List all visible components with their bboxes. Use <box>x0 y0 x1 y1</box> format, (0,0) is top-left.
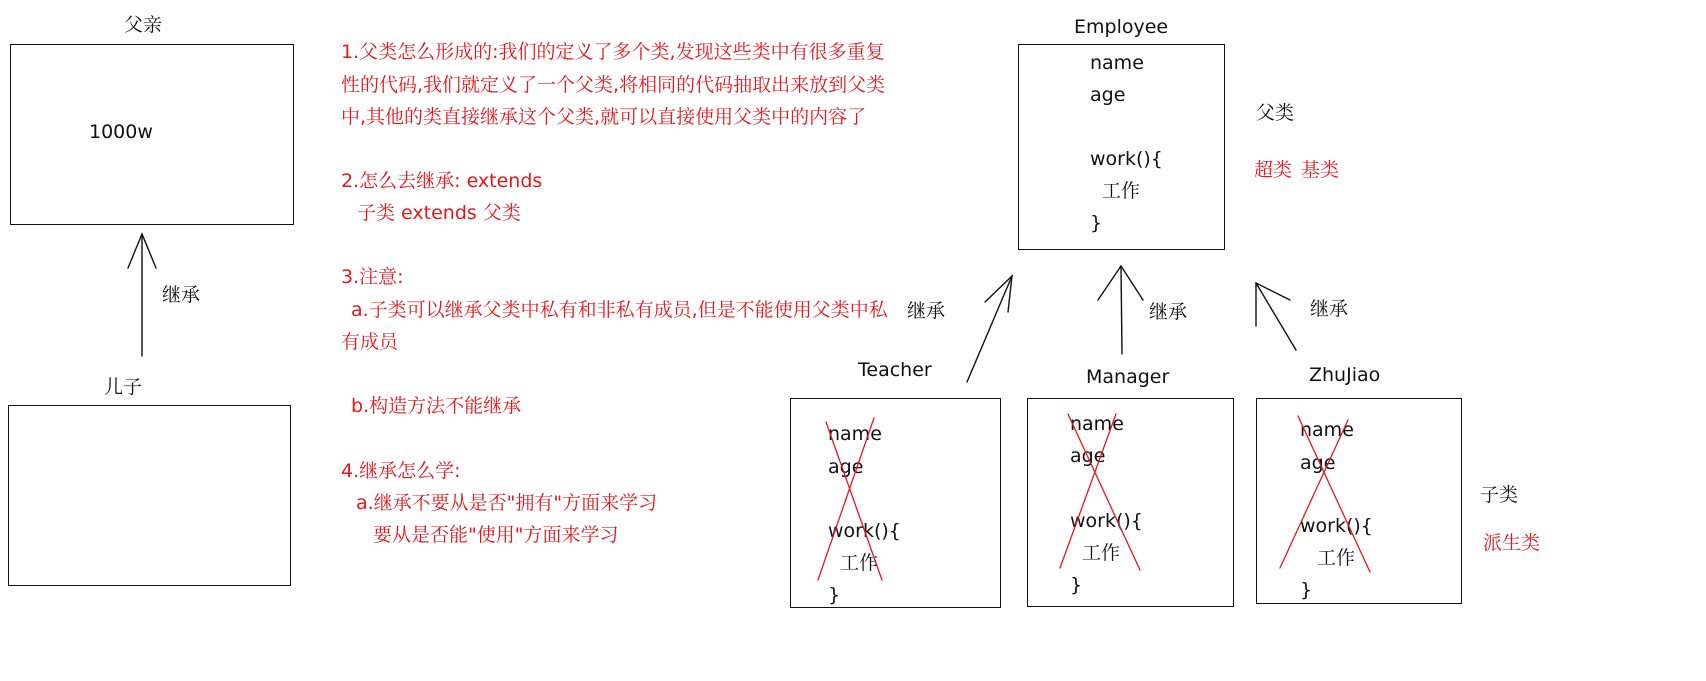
parent-box <box>10 44 294 225</box>
note-line: 2.怎么去继承: extends <box>341 170 543 192</box>
note-line: b.构造方法不能继承 <box>351 395 522 417</box>
member-name: name <box>1090 52 1144 74</box>
child-title: 儿子 <box>104 376 143 398</box>
note-line: 4.继承怎么学: <box>341 460 461 482</box>
label-parent-class: 父类 <box>1256 102 1295 124</box>
note-line: a.继承不要从是否"拥有"方面来学习 <box>356 492 658 514</box>
parent-title: 父亲 <box>124 14 163 36</box>
label-derived-class: 派生类 <box>1483 532 1541 554</box>
teacher-title: Teacher <box>858 359 932 381</box>
method-body: 工作 <box>840 552 879 574</box>
note-line: 性的代码,我们就定义了一个父类,将相同的代码抽取出来放到父类 <box>341 74 886 96</box>
left-inherit-label: 继承 <box>162 284 201 306</box>
note-line: 要从是否能"使用"方面来学习 <box>373 524 619 546</box>
teacher-arrow-head <box>985 276 1012 312</box>
member-name: name <box>1300 419 1354 441</box>
zhujiao-inherit-arrow <box>1256 283 1296 350</box>
zhujiao-arrow-head <box>1256 283 1290 326</box>
inherit-label-manager: 继承 <box>1149 301 1188 323</box>
method-work: work(){ <box>828 520 901 542</box>
manager-title: Manager <box>1086 366 1170 388</box>
zhujiao-box <box>1256 398 1462 604</box>
label-super-class: 超类 <box>1254 159 1293 181</box>
method-close: } <box>1070 574 1083 596</box>
child-box <box>8 405 291 586</box>
member-age: age <box>1070 445 1106 467</box>
method-work: work(){ <box>1300 515 1373 537</box>
note-line: 有成员 <box>341 331 399 353</box>
method-close: } <box>1090 212 1103 234</box>
label-base-class: 基类 <box>1301 159 1340 181</box>
method-close: } <box>1300 579 1313 601</box>
member-name: name <box>828 423 882 445</box>
label-child-class: 子类 <box>1480 484 1519 506</box>
teacher-inherit-arrow <box>967 276 1012 382</box>
manager-box <box>1027 398 1234 607</box>
inherit-label-teacher: 继承 <box>907 300 946 322</box>
note-line: 中,其他的类直接继承这个父类,就可以直接使用父类中的内容了 <box>341 106 867 128</box>
member-age: age <box>1300 452 1336 474</box>
method-work: work(){ <box>1070 510 1143 532</box>
teacher-box <box>790 398 1001 608</box>
employee-box <box>1018 44 1225 250</box>
note-line: a.子类可以继承父类中私有和非私有成员,但是不能使用父类中私 <box>351 299 888 321</box>
manager-inherit-arrow <box>1121 266 1122 354</box>
method-body: 工作 <box>1082 542 1121 564</box>
member-age: age <box>1090 84 1126 106</box>
manager-arrow-head <box>1098 266 1143 300</box>
method-work: work(){ <box>1090 148 1163 170</box>
employee-title: Employee <box>1074 16 1169 38</box>
parent-value: 1000w <box>89 121 153 143</box>
method-body: 工作 <box>1102 180 1141 202</box>
zhujiao-title: ZhuJiao <box>1309 364 1381 386</box>
method-body: 工作 <box>1317 547 1356 569</box>
left-arrow-head <box>128 234 156 268</box>
note-line: 3.注意: <box>341 266 404 288</box>
note-line: 子类 extends 父类 <box>357 202 521 224</box>
inherit-label-zhujiao: 继承 <box>1310 298 1349 320</box>
member-name: name <box>1070 413 1124 435</box>
note-line: 1.父类怎么形成的:我们的定义了多个类,发现这些类中有很多重复 <box>341 41 885 63</box>
method-close: } <box>828 584 841 606</box>
member-age: age <box>828 456 864 478</box>
